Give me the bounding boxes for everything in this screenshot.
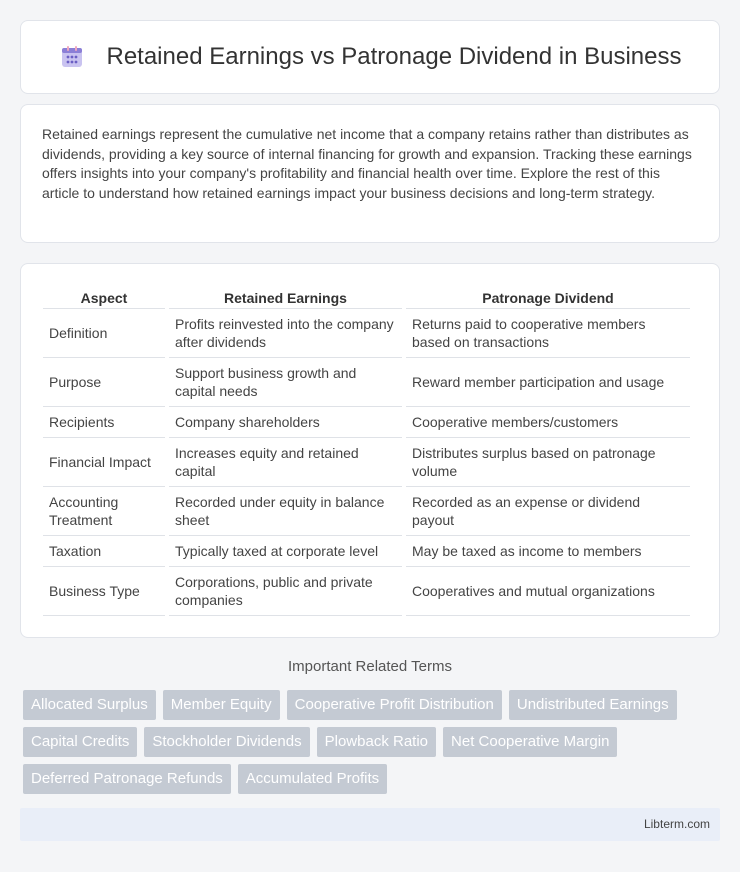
table-cell: Definition bbox=[43, 309, 165, 358]
term-tag-net-cooperative-margin[interactable]: Net Cooperative Margin bbox=[443, 727, 617, 757]
column-header-retained-earnings: Retained Earnings bbox=[169, 288, 402, 309]
related-terms-list bbox=[23, 690, 723, 794]
page-title: Retained Earnings vs Patronage Dividend in Business bbox=[106, 43, 682, 70]
table-cell: Returns paid to cooperative members based on transactions bbox=[406, 309, 690, 358]
table-cell: Taxation bbox=[43, 536, 165, 567]
table-cell: Recipients bbox=[43, 407, 165, 438]
term-tag-stockholder-dividends[interactable]: Stockholder Dividends bbox=[144, 727, 309, 757]
footer bbox=[20, 808, 720, 841]
related-terms-title: Important Related Terms bbox=[288, 658, 452, 675]
column-header-patronage-dividend: Patronage Dividend bbox=[406, 288, 690, 309]
table-cell: Typically taxed at corporate level bbox=[169, 536, 402, 567]
term-tag-undistributed-earnings[interactable]: Undistributed Earnings bbox=[509, 690, 677, 720]
table-cell: May be taxed as income to members bbox=[406, 536, 690, 567]
table-row bbox=[43, 536, 690, 567]
term-tag-deferred-patronage-refunds[interactable]: Deferred Patronage Refunds bbox=[23, 764, 231, 794]
table-cell: Distributes surplus based on patronage volume bbox=[406, 438, 690, 487]
term-tag-accumulated-profits[interactable]: Accumulated Profits bbox=[238, 764, 387, 794]
term-tag-capital-credits[interactable]: Capital Credits bbox=[23, 727, 137, 757]
term-tag-cooperative-profit-distribution[interactable]: Cooperative Profit Distribution bbox=[287, 690, 502, 720]
table-cell: Accounting Treatment bbox=[43, 487, 165, 536]
table-cell: Reward member participation and usage bbox=[406, 358, 690, 407]
table-cell: Cooperative members/customers bbox=[406, 407, 690, 438]
table-row bbox=[43, 567, 690, 616]
table-cell: Financial Impact bbox=[43, 438, 165, 487]
header-card bbox=[20, 20, 720, 94]
table-cell: Support business growth and capital needs bbox=[169, 358, 402, 407]
term-tag-member-equity[interactable]: Member Equity bbox=[163, 690, 280, 720]
table-cell: Cooperatives and mutual organizations bbox=[406, 567, 690, 616]
table-cell: Profits reinvested into the company after dividends bbox=[169, 309, 402, 358]
term-tag-plowback-ratio[interactable]: Plowback Ratio bbox=[317, 727, 436, 757]
term-tag-allocated-surplus[interactable]: Allocated Surplus bbox=[23, 690, 156, 720]
table-cell: Recorded under equity in balance sheet bbox=[169, 487, 402, 536]
table-header-row bbox=[43, 288, 690, 309]
table-row bbox=[43, 487, 690, 536]
comparison-table bbox=[39, 288, 694, 616]
table-cell: Corporations, public and private companies bbox=[169, 567, 402, 616]
table-cell: Increases equity and retained capital bbox=[169, 438, 402, 487]
table-cell: Recorded as an expense or dividend payout bbox=[406, 487, 690, 536]
column-header-aspect: Aspect bbox=[43, 288, 165, 309]
table-cell: Purpose bbox=[43, 358, 165, 407]
table-row bbox=[43, 358, 690, 407]
intro-paragraph: Retained earnings represent the cumulative net income that a company retains rather than distributes as dividends, providing a key source of internal financing for growth and expansion. Tracking these earnings offers insights into your company's profitability and financial health over time. Explore the rest of this article to understand how retained earnings impact your business decisions and long-term strategy. bbox=[42, 126, 692, 201]
comparison-card bbox=[20, 263, 720, 638]
table-row bbox=[43, 438, 690, 487]
table-row bbox=[43, 309, 690, 358]
table-row bbox=[43, 407, 690, 438]
footer-site-link[interactable]: Libterm.com bbox=[643, 817, 710, 831]
calendar-grid-icon bbox=[58, 43, 86, 71]
table-cell: Company shareholders bbox=[169, 407, 402, 438]
table-cell: Business Type bbox=[43, 567, 165, 616]
intro-card bbox=[20, 104, 720, 243]
